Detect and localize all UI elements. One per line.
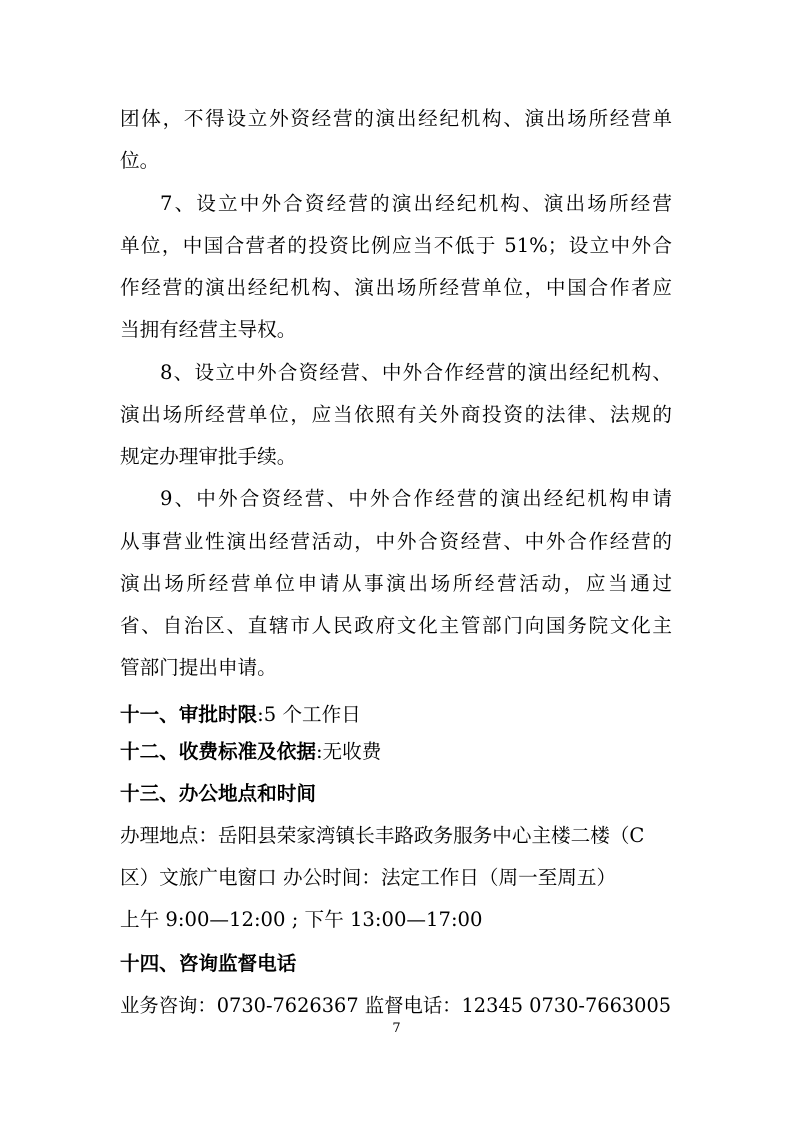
paragraph-line: 当拥有经营主导权。 <box>120 318 297 341</box>
paragraph-line: 管部门提出申请。 <box>120 656 277 679</box>
office-line: 区）文旅广电窗口 办公时间：法定工作日（周一至周五） <box>120 866 617 889</box>
paragraph-line: 8、设立中外合资经营、中外合作经营的演出经纪机构、 <box>160 361 672 384</box>
paragraph-line: 从事营业性演出经营活动，中外合资经营、中外合作经营的 <box>120 530 672 553</box>
paragraph-line: 规定办理审批手续。 <box>120 445 297 468</box>
section-heading: 十二、收费标准及依据 <box>120 740 316 763</box>
section-consult-phone <box>120 952 672 976</box>
paragraph-line: 7、设立中外合资经营的演出经纪机构、演出场所经营 <box>160 192 672 215</box>
paragraph-line: 演出场所经营单位申请从事演出场所经营活动，应当通过 <box>120 572 672 595</box>
section-heading: 十三、办公地点和时间 <box>120 782 316 805</box>
section-fee-standard <box>120 740 672 764</box>
section-approval-time <box>120 703 672 727</box>
section-value: :5 个工作日 <box>257 703 361 726</box>
page-number: 7 <box>392 1021 401 1036</box>
paragraph-line: 单位，中国合营者的投资比例应当不低于 51%；设立中外合 <box>120 234 672 257</box>
section-heading: 十四、咨询监督电话 <box>120 952 297 975</box>
paragraph-line: 演出场所经营单位，应当依照有关外商投资的法律、法规的 <box>120 403 672 426</box>
section-heading: 十一、审批时限 <box>120 703 258 726</box>
office-line: 办理地点：岳阳县荣家湾镇长丰路政务服务中心主楼二楼（C <box>120 824 645 847</box>
paragraph-line: 9、中外合资经营、中外合作经营的演出经纪机构申请 <box>160 487 672 510</box>
paragraph-line: 团体，不得设立外资经营的演出经纪机构、演出场所经营单 <box>120 107 672 130</box>
office-line: 上午 9:00—12:00 ; 下午 13:00—17:00 <box>120 908 483 931</box>
paragraph-line: 作经营的演出经纪机构、演出场所经营单位，中国合作者应 <box>120 276 672 299</box>
phone-line: 业务咨询：0730-7626367 监督电话：12345 0730-7663005 <box>120 994 672 1017</box>
section-office-location-time <box>120 782 672 806</box>
section-value: :无收费 <box>315 740 382 763</box>
paragraph-line: 位。 <box>120 149 160 172</box>
paragraph-line: 省、自治区、直辖市人民政府文化主管部门向国务院文化主 <box>120 614 672 637</box>
